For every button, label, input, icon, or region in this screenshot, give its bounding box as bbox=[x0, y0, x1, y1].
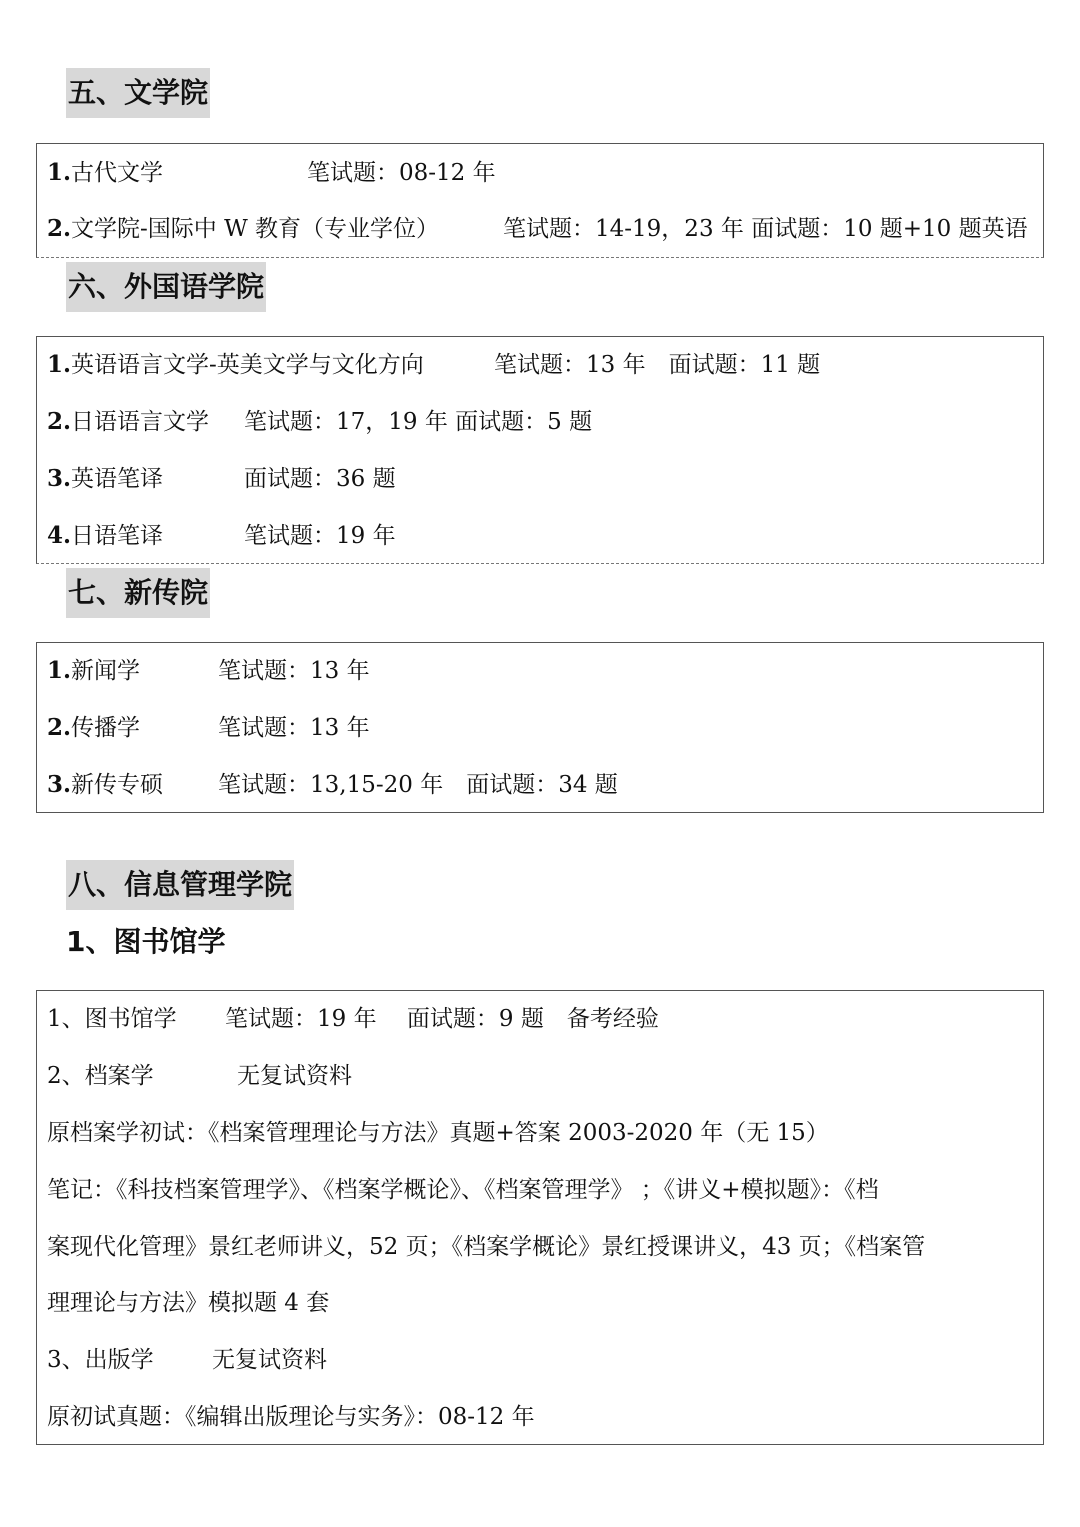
paragraph-line: 理理论与方法》模拟题 4 套 bbox=[47, 1290, 330, 1316]
item-number: 4. bbox=[47, 522, 72, 549]
item-number: 3. bbox=[47, 771, 72, 798]
list-item bbox=[47, 214, 1028, 244]
item-name: 英语语言文学-英美文学与文化方向 bbox=[71, 352, 424, 378]
list-item bbox=[47, 521, 396, 551]
item-detail: 笔试题：13 年 bbox=[218, 658, 370, 684]
item-name: 古代文学 bbox=[71, 160, 164, 186]
item-name: 图书馆学 bbox=[84, 1006, 177, 1032]
item-detail: 笔试题：08-12 年 bbox=[307, 160, 496, 186]
item-name: 日语笔译 bbox=[71, 523, 164, 549]
item-detail: 笔试题：13 年 面试题：11 题 bbox=[494, 352, 821, 378]
section-box-information-management bbox=[36, 990, 1044, 1445]
list-item bbox=[47, 656, 370, 686]
item-name: 出版学 bbox=[84, 1347, 154, 1373]
item-detail: 笔试题：17，19 年 面试题：5 题 bbox=[244, 409, 593, 435]
item-detail: 面试题：36 题 bbox=[244, 466, 396, 492]
item-number: 3、 bbox=[47, 1347, 85, 1373]
section-box-foreign-languages bbox=[36, 336, 1044, 564]
list-item bbox=[47, 1345, 327, 1375]
section-heading-literature: 五、文学院 bbox=[66, 68, 210, 118]
item-name: 日语语言文学 bbox=[71, 409, 210, 435]
section-heading-foreign-languages: 六、外国语学院 bbox=[66, 262, 266, 312]
paragraph-line: 原档案学初试：《档案管理理论与方法》真题+答案 2003-2020 年（无 15） bbox=[47, 1120, 829, 1146]
item-number: 1. bbox=[47, 351, 72, 378]
item-detail: 无复试资料 bbox=[237, 1063, 352, 1089]
item-number: 2、 bbox=[47, 1063, 85, 1089]
paragraph-line: 案现代化管理》景红老师讲义，52 页；《档案学概论》景红授课讲义，43 页；《档案管 bbox=[47, 1234, 926, 1260]
item-number: 1、 bbox=[47, 1006, 85, 1032]
item-number: 2. bbox=[47, 215, 72, 242]
item-detail: 笔试题：13,15-20 年 面试题：34 题 bbox=[218, 772, 618, 798]
list-item bbox=[47, 770, 618, 800]
list-item bbox=[47, 464, 396, 494]
section-box-journalism bbox=[36, 642, 1044, 813]
item-number: 2. bbox=[47, 714, 72, 741]
paragraph-line: 原初试真题：《编辑出版理论与实务》：08-12 年 bbox=[47, 1404, 535, 1430]
item-name: 传播学 bbox=[71, 715, 141, 741]
list-item bbox=[47, 158, 496, 188]
section-box-literature bbox=[36, 143, 1044, 258]
item-detail: 无复试资料 bbox=[212, 1347, 327, 1373]
list-item bbox=[47, 1061, 352, 1091]
item-name: 文学院-国际中 W 教育（专业学位） bbox=[71, 216, 440, 242]
list-item bbox=[47, 713, 370, 743]
list-item bbox=[47, 1004, 659, 1034]
section-heading-information-management: 八、信息管理学院 bbox=[66, 860, 294, 910]
item-detail: 笔试题：19 年 面试题：9 题 备考经验 bbox=[225, 1006, 659, 1032]
item-name: 档案学 bbox=[84, 1063, 154, 1089]
paragraph-line: 笔记：《科技档案管理学》、《档案学概论》、《档案管理学》 ；《讲义+模拟题》：《档 bbox=[47, 1177, 879, 1203]
item-detail: 笔试题：19 年 bbox=[244, 523, 396, 549]
item-detail: 笔试题：13 年 bbox=[218, 715, 370, 741]
item-detail: 笔试题：14-19，23 年 面试题：10 题+10 题英语 bbox=[503, 216, 1028, 242]
list-item bbox=[47, 350, 821, 380]
item-name: 英语笔译 bbox=[71, 466, 164, 492]
item-number: 2. bbox=[47, 408, 72, 435]
subsection-heading-library-science: 1、图书馆学 bbox=[66, 925, 226, 958]
item-name: 新闻学 bbox=[71, 658, 141, 684]
item-number: 1. bbox=[47, 159, 72, 186]
list-item bbox=[47, 407, 593, 437]
section-heading-journalism: 七、新传院 bbox=[66, 568, 210, 618]
item-name: 新传专硕 bbox=[71, 772, 164, 798]
item-number: 3. bbox=[47, 465, 72, 492]
item-number: 1. bbox=[47, 657, 72, 684]
